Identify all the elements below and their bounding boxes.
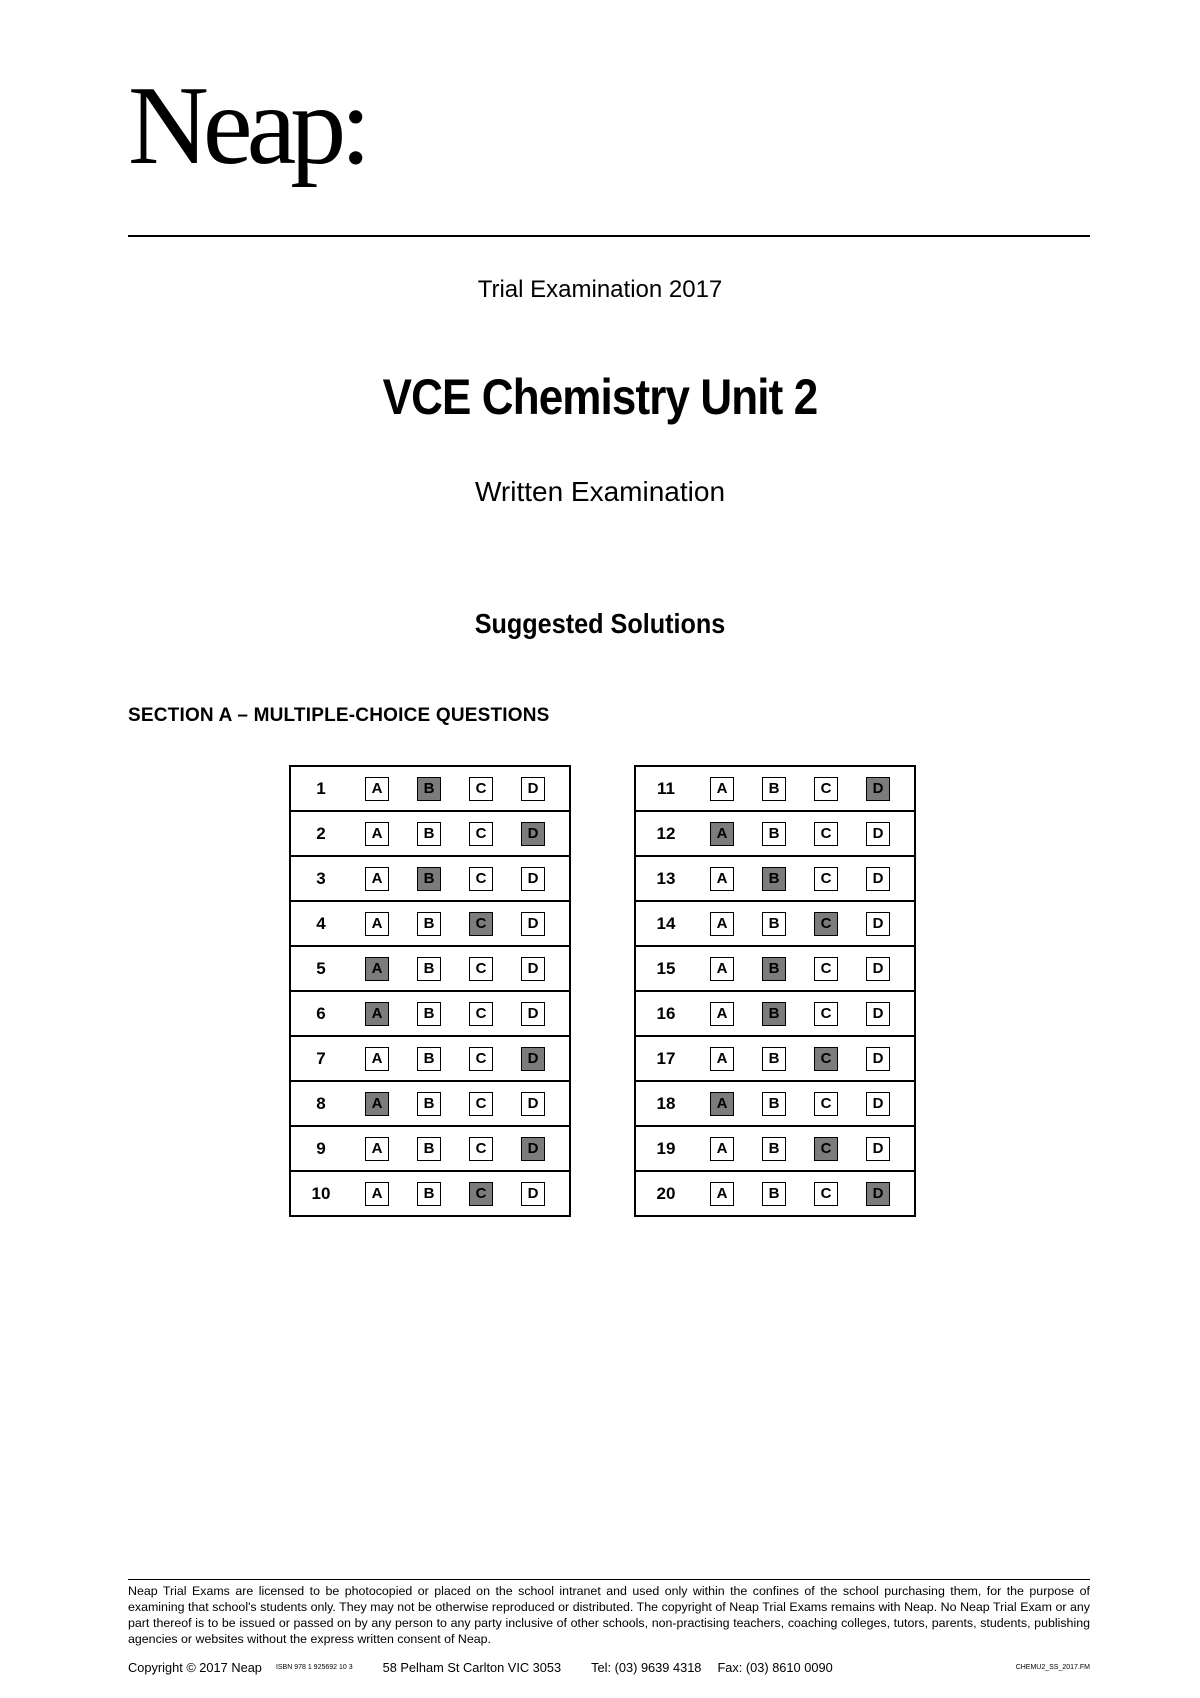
option-a: A [710, 957, 734, 981]
option-b: B [417, 1092, 441, 1116]
answer-row-6 [290, 991, 570, 1036]
option-d: D [521, 912, 545, 936]
question-number: 20 [656, 1183, 676, 1203]
option-b: B [417, 1182, 441, 1206]
question-number: 4 [290, 901, 351, 946]
option-c: C [814, 1182, 838, 1206]
option-a: A [365, 1137, 389, 1161]
answer-grid-left [289, 765, 571, 1217]
question-number: 7 [290, 1036, 351, 1081]
answer-row-5 [290, 946, 570, 991]
question-number: 8 [290, 1081, 351, 1126]
answer-row-13 [635, 856, 915, 901]
answer-row-18 [635, 1081, 915, 1126]
option-d: D [521, 1182, 545, 1206]
question-number: 18 [635, 1081, 696, 1126]
page-title: VCE Chemistry Unit 2 [382, 369, 818, 425]
answer-row-15 [635, 946, 915, 991]
answer-row-17 [635, 1036, 915, 1081]
option-d: D [521, 1092, 545, 1116]
option-d: D [866, 1047, 890, 1071]
option-c: C [814, 1002, 838, 1026]
answer-row-2 [290, 811, 570, 856]
option-a-selected: A [710, 822, 734, 846]
option-c-selected: C [814, 912, 838, 936]
answer-row-8 [290, 1081, 570, 1126]
fax: Fax: (03) 8610 0090 [717, 1660, 833, 1675]
option-c: C [469, 1002, 493, 1026]
option-c-selected: C [469, 912, 493, 936]
option-b: B [417, 1137, 441, 1161]
option-a: A [365, 1182, 389, 1206]
option-c: C [469, 777, 493, 801]
question-number: 14 [635, 901, 696, 946]
option-b: B [762, 1182, 786, 1206]
option-b: B [417, 957, 441, 981]
option-c: C [814, 957, 838, 981]
question-number: 3 [290, 856, 351, 901]
option-b-selected: B [417, 867, 441, 891]
copyright: Copyright © 2017 Neap [128, 1660, 262, 1675]
option-a-selected: A [365, 1002, 389, 1026]
option-b-selected: B [762, 957, 786, 981]
option-c: C [814, 867, 838, 891]
option-a: A [365, 822, 389, 846]
option-d: D [866, 957, 890, 981]
answer-row-11 [635, 766, 915, 811]
answer-row-10 [290, 1171, 570, 1216]
answer-row-16 [635, 991, 915, 1036]
answer-grid-right [634, 765, 916, 1217]
footer-divider [128, 1579, 1090, 1580]
option-d: D [866, 822, 890, 846]
question-number: 10 [311, 1183, 331, 1203]
question-number: 11 [635, 766, 696, 811]
option-b: B [762, 822, 786, 846]
option-a-selected: A [365, 957, 389, 981]
option-c-selected: C [814, 1137, 838, 1161]
option-d: D [866, 912, 890, 936]
option-c: C [469, 867, 493, 891]
answer-row-3 [290, 856, 570, 901]
question-number: 1 [290, 766, 351, 811]
answer-row-19 [635, 1126, 915, 1171]
option-a: A [710, 912, 734, 936]
option-b-selected: B [417, 777, 441, 801]
answer-row-9 [290, 1126, 570, 1171]
solutions-heading: Suggested Solutions [474, 608, 726, 639]
answer-row-7 [290, 1036, 570, 1081]
option-c-selected: C [469, 1182, 493, 1206]
isbn: ISBN 978 1 925692 10 3 [275, 1664, 353, 1671]
option-a: A [365, 1047, 389, 1071]
question-number: 6 [290, 991, 351, 1036]
question-number: 2 [290, 811, 351, 856]
option-a: A [365, 912, 389, 936]
telephone: Tel: (03) 9639 4318 [591, 1660, 702, 1675]
option-b: B [417, 1002, 441, 1026]
question-number: 12 [635, 811, 696, 856]
question-number: 16 [635, 991, 696, 1036]
option-a-selected: A [710, 1092, 734, 1116]
answer-row-4 [290, 901, 570, 946]
option-c-selected: C [814, 1047, 838, 1071]
option-a: A [365, 777, 389, 801]
question-number: 9 [290, 1126, 351, 1171]
option-c: C [469, 1137, 493, 1161]
option-d: D [866, 1092, 890, 1116]
question-number: 13 [635, 856, 696, 901]
option-a: A [710, 867, 734, 891]
option-c: C [469, 1092, 493, 1116]
option-b: B [762, 1137, 786, 1161]
option-d: D [521, 867, 545, 891]
option-d-selected: D [866, 1182, 890, 1206]
document-code: CHEMU2_SS_2017.FM [1015, 1664, 1090, 1671]
option-a: A [710, 1182, 734, 1206]
option-d: D [866, 1137, 890, 1161]
option-c: C [469, 1047, 493, 1071]
answer-row-20 [635, 1171, 915, 1216]
question-number: 5 [290, 946, 351, 991]
option-b: B [762, 777, 786, 801]
neap-logo: Neap: [128, 64, 366, 188]
option-c: C [814, 777, 838, 801]
answer-row-12 [635, 811, 915, 856]
option-a: A [710, 1047, 734, 1071]
option-a: A [710, 1002, 734, 1026]
option-c: C [469, 957, 493, 981]
option-c: C [814, 822, 838, 846]
option-a: A [365, 867, 389, 891]
answer-row-14 [635, 901, 915, 946]
option-d: D [521, 777, 545, 801]
option-b: B [417, 1047, 441, 1071]
option-d: D [521, 957, 545, 981]
option-c: C [814, 1092, 838, 1116]
footer-contact-line [128, 1660, 1090, 1675]
section-heading: SECTION A – MULTIPLE-CHOICE QUESTIONS [128, 705, 550, 726]
option-b: B [417, 912, 441, 936]
licence-notice: Neap Trial Exams are licensed to be photocopied or placed on the school intranet and used only within the confines of the school purchasing them, for the purpose of examining that school's students only. They may not be otherwise reproduced or distributed. The copyright of Neap Trial Exams remains with Neap. No Neap Trial Exam or any part thereof is to be issued or passed on by any person to any party inclusive of other schools, non-practising teachers, coaching colleges, tutors, parents, students, publishing agencies or websites without the express written consent of Neap. [128, 1584, 1090, 1646]
question-number: 15 [635, 946, 696, 991]
question-number: 17 [635, 1036, 696, 1081]
option-d: D [866, 1002, 890, 1026]
option-d-selected: D [866, 777, 890, 801]
option-d: D [866, 867, 890, 891]
header-divider [128, 235, 1090, 237]
option-a: A [710, 1137, 734, 1161]
option-b: B [417, 822, 441, 846]
option-b: B [762, 1092, 786, 1116]
option-d-selected: D [521, 1047, 545, 1071]
option-a: A [710, 777, 734, 801]
option-d: D [521, 1002, 545, 1026]
answer-row-1 [290, 766, 570, 811]
option-d-selected: D [521, 822, 545, 846]
address: 58 Pelham St Carlton VIC 3053 [382, 1660, 562, 1675]
option-b: B [762, 912, 786, 936]
option-c: C [469, 822, 493, 846]
trial-exam-label: Trial Examination 2017 [477, 276, 723, 303]
exam-type: Written Examination [474, 476, 726, 507]
question-number: 19 [635, 1126, 696, 1171]
option-b: B [762, 1047, 786, 1071]
option-b-selected: B [762, 867, 786, 891]
option-b-selected: B [762, 1002, 786, 1026]
option-a-selected: A [365, 1092, 389, 1116]
option-d-selected: D [521, 1137, 545, 1161]
